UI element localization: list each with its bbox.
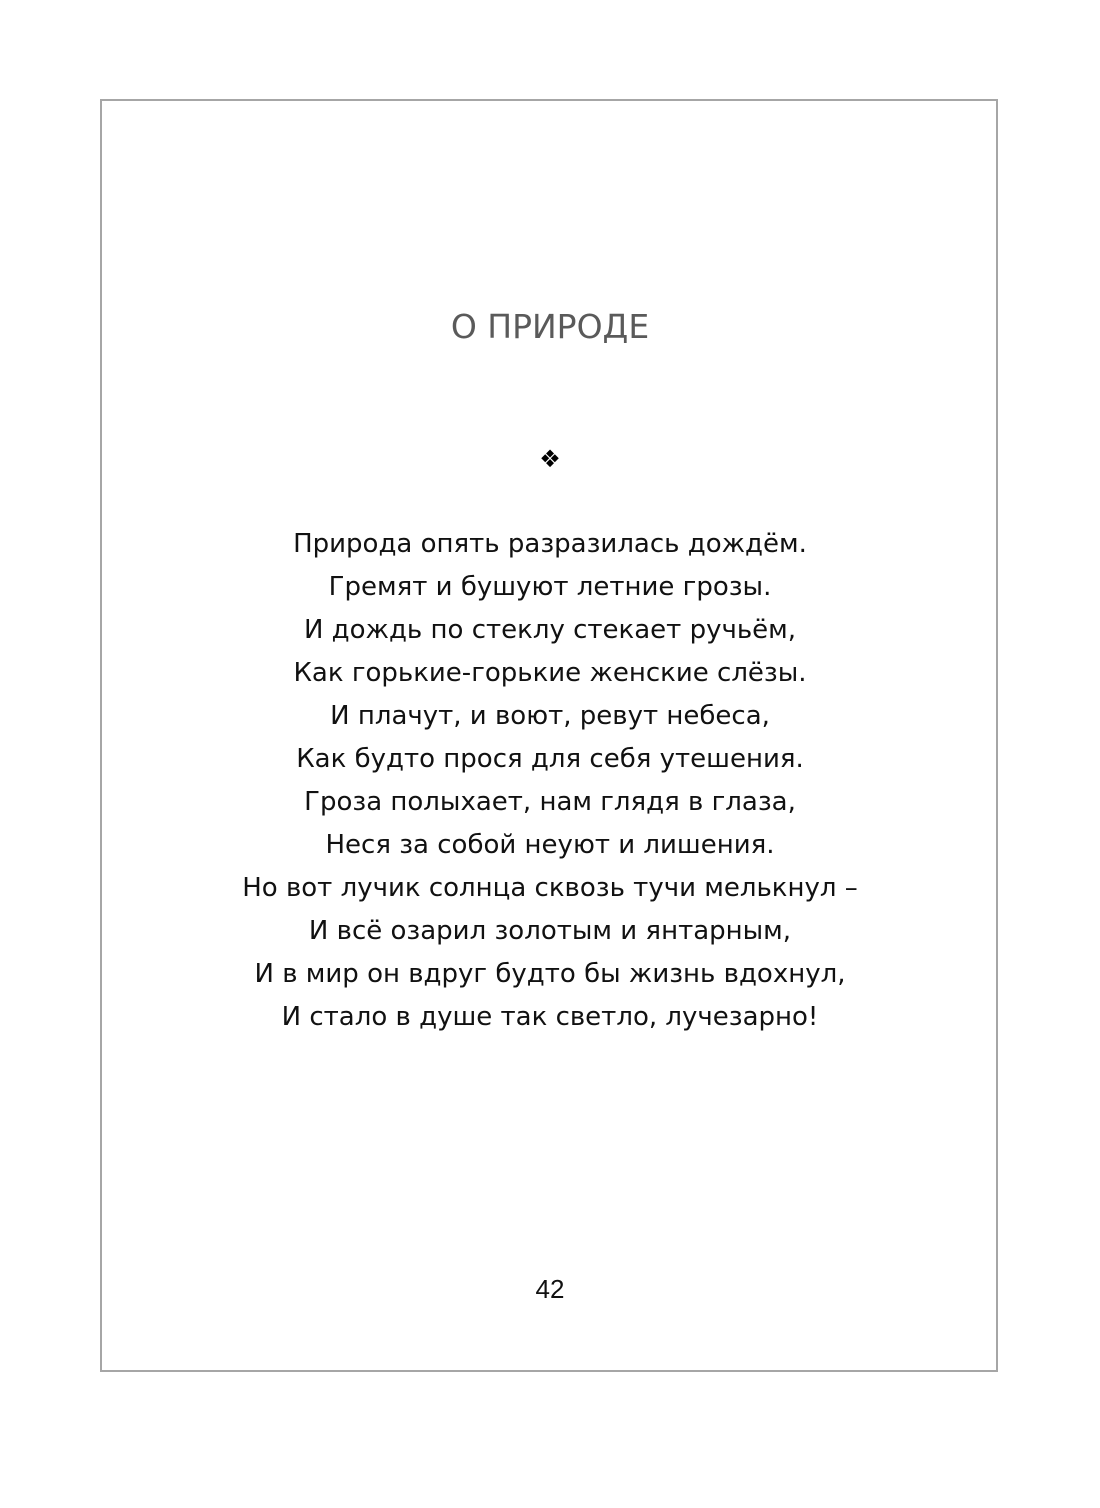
poem-text <box>150 523 950 1039</box>
poem-line: И в мир он вдруг будто бы жизнь вдохнул, <box>254 959 846 989</box>
poem-line: Гремят и бушуют летние грозы. <box>328 572 772 602</box>
poem-line: Гроза полыхает, нам глядя в глаза, <box>304 787 796 817</box>
poem-line: И плачут, и воют, ревут небеса, <box>330 701 770 731</box>
poem-line: Природа опять разразилась дождём. <box>293 529 807 559</box>
poem-line: Как будто прося для себя утешения. <box>296 744 804 774</box>
page-title: О ПРИРОДЕ <box>450 307 650 346</box>
poem-line: Неся за собой неуют и лишения. <box>325 830 775 860</box>
poem-line: И всё озарил золотым и янтарным, <box>308 916 792 946</box>
poem-line: И дождь по стеклу стекает ручьём, <box>303 615 797 645</box>
poem-line: Но вот лучик солнца сквозь тучи мелькнул – <box>242 873 858 903</box>
poem-line: И стало в душе так светло, лучезарно! <box>281 1002 819 1032</box>
poem-line: Как горькие-горькие женские слёзы. <box>293 658 807 688</box>
four-diamond-ornament-icon: ❖ <box>539 445 561 473</box>
page-number: 42 <box>535 1274 565 1304</box>
